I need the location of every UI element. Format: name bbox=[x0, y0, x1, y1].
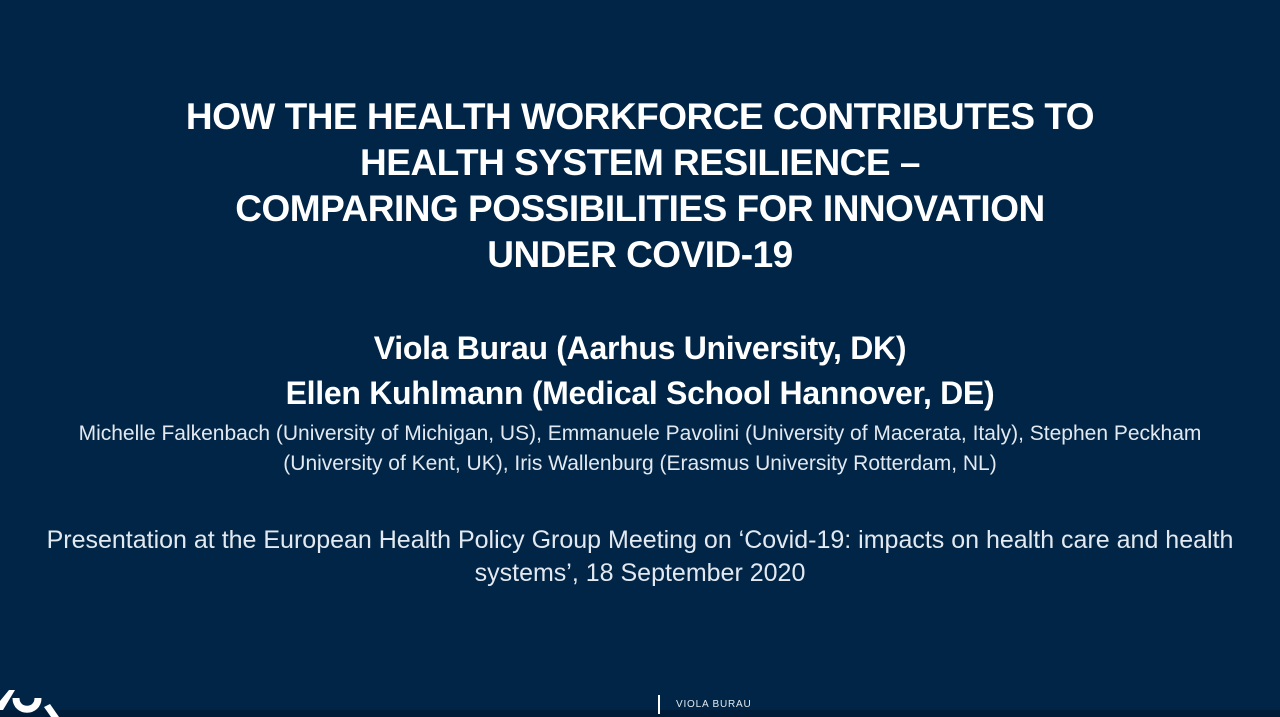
slide-title bbox=[0, 94, 1280, 278]
secondary-authors: Michelle Falkenbach (University of Michigan, US), Emmanuele Pavolini (University of Macerata, Italy), Stephen Peckham (University of Kent, UK), Iris Wallenburg (Erasmus University Rotterdam, NL) bbox=[78, 422, 1202, 475]
title-line-2: HEALTH SYSTEM RESILIENCE – bbox=[360, 142, 920, 183]
primary-author-1: Viola Burau (Aarhus University, DK) bbox=[373, 330, 907, 366]
title-line-4: UNDER COVID-19 bbox=[487, 234, 793, 275]
aarhus-university-logo-icon bbox=[0, 690, 60, 717]
footer-presenter-name: VIOLA BURAU bbox=[676, 699, 752, 710]
footer-divider bbox=[658, 695, 660, 714]
footer-strip bbox=[0, 710, 1280, 717]
primary-authors bbox=[0, 326, 1280, 416]
event-description: Presentation at the European Health Policy Group Meeting on ‘Covid-19: impacts on health care and health systems’, 18 September 2020 bbox=[46, 526, 1234, 587]
primary-author-2: Ellen Kuhlmann (Medical School Hannover, DE) bbox=[285, 375, 995, 411]
title-line-3: COMPARING POSSIBILITIES FOR INNOVATION bbox=[235, 188, 1045, 229]
title-line-1: HOW THE HEALTH WORKFORCE CONTRIBUTES TO bbox=[185, 96, 1095, 137]
